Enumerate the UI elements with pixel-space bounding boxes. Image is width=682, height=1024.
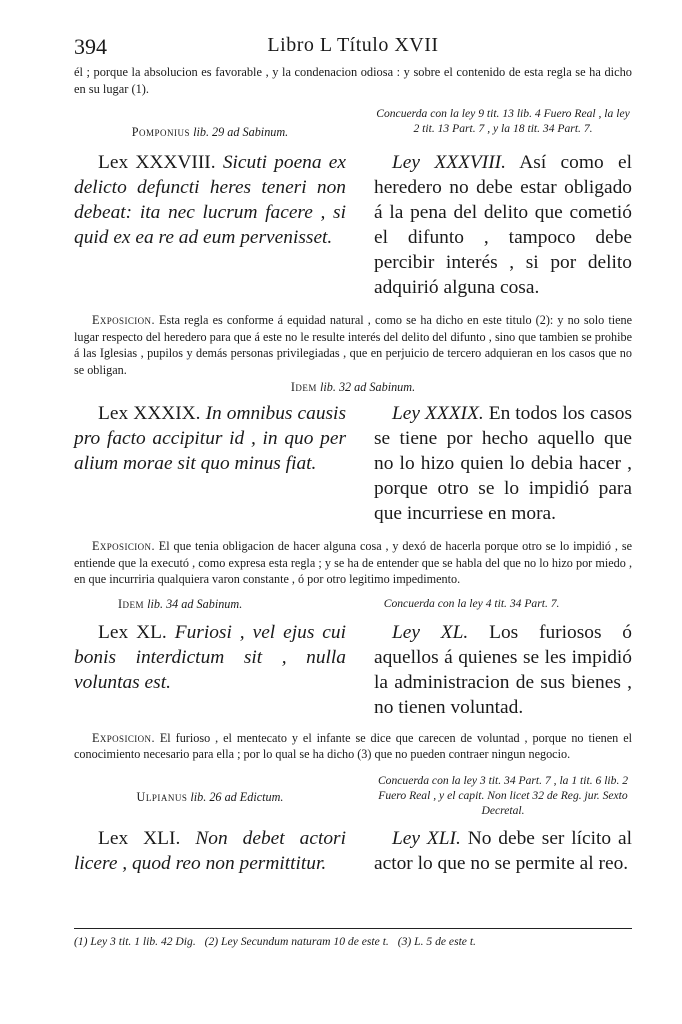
attribution [74, 596, 380, 612]
spanish-law [374, 150, 632, 300]
lex-number: Lex XXXIX. [98, 403, 201, 424]
latin-text: In omnibus causis pro facto accipitur id , in quo per alium morae sit quo minus fiat. [74, 403, 346, 474]
attribution-reference: lib. 26 ad Edictum. [190, 789, 284, 804]
lex-number: Lex XL. [98, 621, 167, 643]
attribution-reference: lib. 32 ad Sabinum. [319, 380, 416, 394]
attribution-author: Pomponius [131, 125, 191, 139]
latin-law [74, 620, 346, 695]
attribution-row [74, 773, 632, 818]
latin-law [74, 826, 346, 876]
footnote: (3) L. 5 de este t. [397, 935, 476, 948]
latin-text: Furiosi , vel ejus cui bonis interdictum sit , nulla voluntas est. [74, 621, 346, 693]
running-head [74, 30, 632, 60]
spanish-law [374, 620, 632, 720]
ley-number: Ley XLI. [392, 827, 461, 849]
lex-number: Lex XXXVIII. [98, 152, 216, 173]
attribution-author: Ulpianus [136, 789, 188, 804]
attribution [74, 379, 632, 395]
attribution-author: Idem [290, 380, 317, 394]
exposition-lead: Exposicion. [92, 539, 155, 553]
spanish-law [374, 401, 632, 526]
footnote: (2) Ley Secundum naturam 10 de este t. [204, 935, 389, 948]
law-row [74, 401, 632, 526]
concordance-note: Concuerda con la ley 9 tit. 13 lib. 4 Fuero Real , la ley 2 tit. 13 Part. 7 , y la 18 tit. 34 Part. 7. [376, 107, 630, 135]
attribution-reference: lib. 29 ad Sabinum. [193, 125, 289, 139]
latin-text: Sicuti poena ex delicto defuncti heres teneri non debeat: ita nec lucrum facere , si quid ex ea re ad eum pervenisset. [74, 152, 346, 248]
exposition-lead: Exposicion. [92, 730, 155, 745]
lex-number: Lex XLI. [98, 827, 181, 849]
law-row [74, 620, 632, 720]
latin-law [74, 150, 346, 250]
page-number: 394 [74, 34, 107, 59]
latin-law [74, 401, 346, 476]
spanish-text: En todos los casos se tiene por hecho aquello que no lo hizo quien lo debia hacer , porque otro se lo impidió para que incurriese en mora. [374, 403, 632, 524]
spanish-law [374, 826, 632, 876]
spanish-text: Los furiosos ó aquellos á quienes se les impidió la administracion de sus bienes , no tienen voluntad. [374, 621, 632, 718]
spanish-text: Así como el heredero no debe estar obligado á la pena del delito que cometió el difunto , tampoco debe percibir interés , si por delito adquirió alguna cosa. [374, 152, 632, 298]
law-row [74, 826, 632, 876]
attribution-reference: lib. 34 ad Sabinum. [147, 596, 243, 611]
exposition-text: El furioso , el mentecato y el infante se dice que carecen de voluntad , porque no tienen el conocimiento necesario para ella ; por lo qual se ha dicho (3) que no pueden contraer ningun negocio. [74, 730, 632, 761]
exposition-text: El que tenia obligacion de hacer alguna cosa , y dexó de hacerla porque otro se lo impidió , se entiende que la executó , como expresa esta regla ; y se ha de entender que se habla del que no lo hizo por miedo , en que incurriria qualquiera varon constante , ó por otro legitimo impedimento. [74, 539, 632, 586]
ley-number: Ley XXXVIII. [392, 152, 506, 173]
ley-number: Ley XL. [392, 621, 469, 643]
attribution [74, 773, 346, 805]
running-title: Libro L Título XVII [267, 34, 439, 56]
exposition [74, 730, 632, 763]
attribution-author: Idem [118, 596, 145, 611]
law-row [74, 150, 632, 300]
intro-paragraph: él ; porque la absolucion es favorable , y la condenacion odiosa : y sobre el contenido de esta regla se ha dicho en su lugar (1). [74, 65, 632, 96]
latin-text: Non debet actori licere , quod reo non permittitur. [74, 827, 346, 874]
footnote: (1) Ley 3 tit. 1 lib. 42 Dig. [74, 935, 196, 948]
concordance-note: Concuerda con la ley 3 tit. 34 Part. 7 , la 1 tit. 6 lib. 2 Fuero Real , y el capit. Non licet 32 de Reg. jur. Sexto Decretal. [377, 773, 629, 817]
exposition-text: Esta regla es conforme á equidad natural , como se ha dicho en este titulo (2): y no solo tiene lugar respecto del heredero para que á este no le resulte interés del delito del difunto , sino que tambien se prohibe á las Iglesias , pupilos y demás personas privilegiadas , que en perjuicio de tercero adquieran en los casos que no se obligan. [74, 313, 632, 377]
attribution-row [74, 596, 632, 612]
ley-number: Ley XXXIX. [392, 403, 484, 424]
exposition [74, 538, 632, 588]
exposition-lead: Exposicion. [92, 313, 155, 327]
spanish-text: No debe ser lícito al actor lo que no se permite al reo. [374, 827, 632, 874]
footnotes [74, 928, 632, 950]
attribution [74, 106, 346, 140]
exposition [74, 312, 632, 378]
concordance-note: Concuerda con la ley 4 tit. 34 Part. 7. [383, 596, 560, 610]
attribution-row [74, 106, 632, 140]
page [74, 30, 632, 876]
